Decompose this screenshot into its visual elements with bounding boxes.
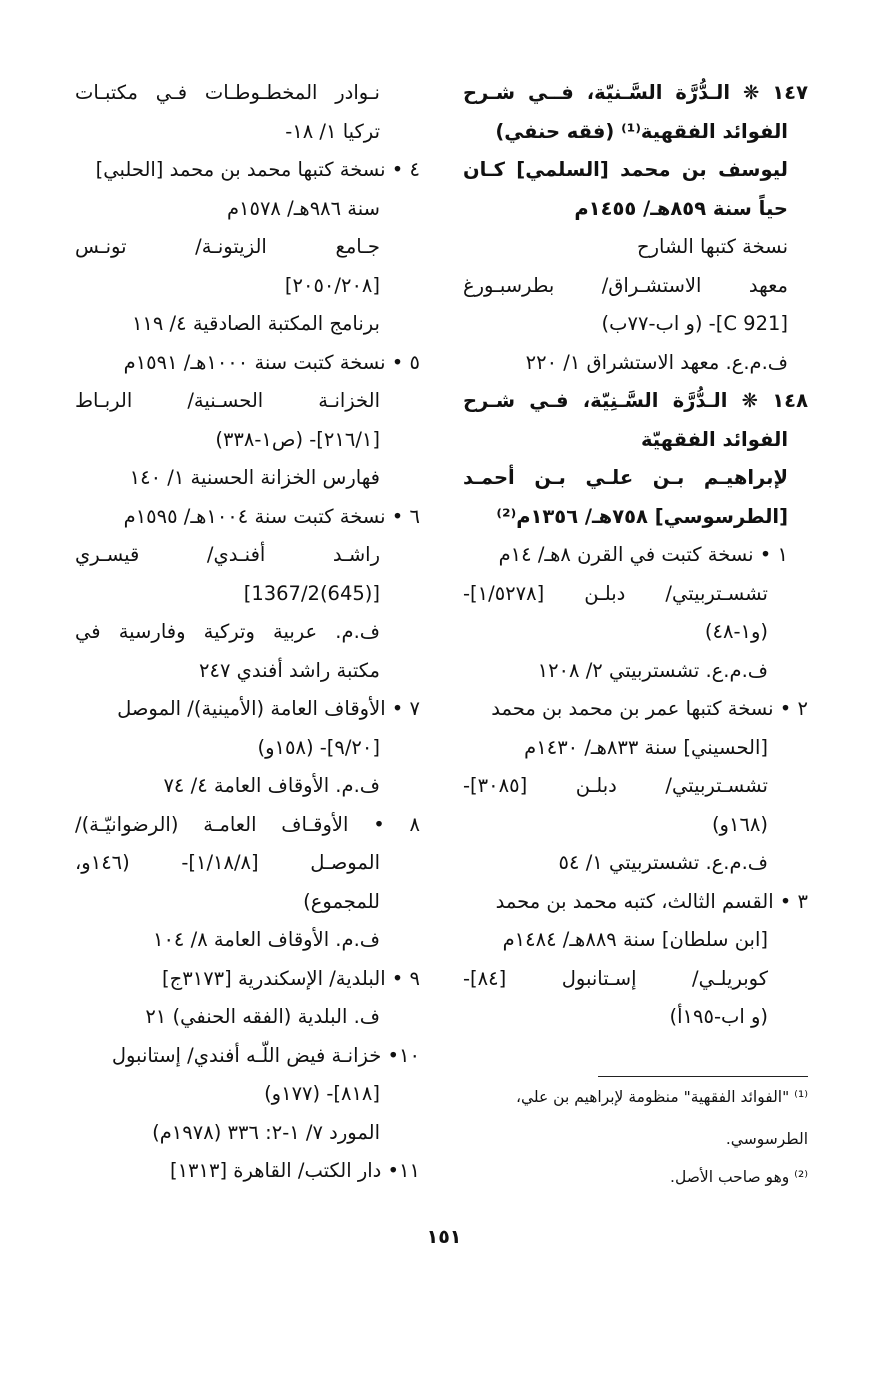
copy-5-shelfmark: [٢١٦/١]- (ص١-٣٣٨) xyxy=(215,427,380,451)
copy-2-folios: (١٦٨و) xyxy=(711,812,768,836)
right-column xyxy=(463,74,808,1037)
copy-8-catalog: ف.م. الأوقاف العامة ٨/ ١٠٤ xyxy=(152,928,380,951)
entry-148-title: ١٤٨ ❋ الـدُّرَّة السَّـنِيّة، فـي شـرح xyxy=(463,389,808,412)
entry-147-copy: نسخة كتبها الشارح xyxy=(637,235,788,258)
entry-147-shelfmark: [C 921]- (و اب-٧٧ب) xyxy=(601,312,788,335)
copy-4-shelfmark: [٢٠٥٠/٢٠٨] xyxy=(284,273,380,297)
entry-147-title: ١٤٧ ❋ الـدُّرَّة السَّـنيّة، فــي شـرح xyxy=(463,81,808,104)
copy-2: ٢ • نسخة كتبها عمر بن محمد بن محمد xyxy=(491,697,808,720)
footnote-separator xyxy=(598,1076,808,1077)
copy-8-note: للمجموع) xyxy=(303,889,380,913)
copy-2-catalog: ف.م.ع. تشستربيتي ١/ ٥٤ xyxy=(558,851,768,874)
copy-7: ٧ • الأوقاف العامة (الأمينية)/ الموصل xyxy=(117,697,420,720)
copy-8: ٨ • الأوقـاف العامـة (الرضوانيّـة)/ xyxy=(75,812,420,836)
copy-10: ١٠• خزانـة فيض اللّـه أفندي/ إستانبول xyxy=(111,1043,420,1067)
copy-1-folios: (و١-٤٨) xyxy=(704,620,768,643)
copy-4-catalog: برنامج المكتبة الصادقية ٤/ ١١٩ xyxy=(131,312,380,335)
entry-147-date: حياً سنة ٨٥٩هـ/ ١٤٥٥م xyxy=(574,196,788,220)
copy-2-date: [الحسيني] سنة ٨٣٣هـ/ ١٤٣٠م xyxy=(524,735,768,759)
entry-148-author: لإبراهيـم بـن علـي بـن أحمـد xyxy=(463,466,788,489)
entry-147-location: معهد الاستشـراق/ بطرسبـورغ xyxy=(463,273,788,297)
footnote-1-cont: الطرسوسي. xyxy=(725,1130,808,1148)
copy-9: ٩ • البلدية/ الإسكندرية [٣١٧٣ج] xyxy=(162,966,420,990)
page-number: ١٥١ xyxy=(426,1226,462,1248)
copy-8-location: الموصـل [١/١٨/٨]- (١٤٦و، xyxy=(75,851,380,874)
copy-5-catalog: فهارس الخزانة الحسنية ١/ ١٤٠ xyxy=(129,466,380,489)
copy-6-shelfmark: [(645)1367/2] xyxy=(243,581,380,605)
copy-1-location: تشسـتربيتي/ دبلـن [١/٥٢٧٨]- xyxy=(463,581,768,605)
entry-147-author: ليوسف بن محمد [السلمي] كـان xyxy=(463,158,788,181)
copy-6-location: راشـد أفنـدي/ قيسـري xyxy=(75,543,380,566)
copy-3-catalog: نـوادر المخطـوطـات فـي مكتبـات xyxy=(75,81,380,104)
left-column xyxy=(75,74,420,1191)
entry-147-catalog: ف.م.ع. معهد الاستشراق ١/ ٢٢٠ xyxy=(525,350,788,374)
entry-148-title-cont: الفوائد الفقهيّة xyxy=(640,427,788,451)
entry-147-title-cont: الفوائد الفقهية⁽¹⁾ (فقه حنفي) xyxy=(495,119,788,143)
copy-5: ٥ • نسخة كتبت سنة ١٠٠٠هـ/ ١٥٩١م xyxy=(123,350,420,374)
copy-3-catalog-cont: تركيا ١/ ١٨- xyxy=(285,119,380,143)
copy-4: ٤ • نسخة كتبها محمد بن محمد [الحلبي] xyxy=(95,158,420,181)
copy-11: ١١• دار الكتب/ القاهرة [١٣١٣] xyxy=(169,1159,420,1182)
copy-1-catalog: ف.م.ع. تشستربيتي ٢/ ١٢٠٨ xyxy=(537,658,768,682)
copy-7-shelfmark: [٩/٢٠]- (١٥٨و) xyxy=(257,735,380,759)
copy-3-location: كوبريلـي/ إسـتانبول [٨٤]- xyxy=(463,966,768,990)
copy-3: ٣ • القسم الثالث، كتبه محمد بن محمد xyxy=(495,889,808,913)
copy-1: ١ • نسخة كتبت في القرن ٨هـ/ ١٤م xyxy=(498,543,788,566)
footnote-1: ⁽¹⁾ "الفوائد الفقهية" منظومة لإبراهيم بن علي، xyxy=(515,1088,808,1106)
copy-3-folios: (و اب-١٩٥أ) xyxy=(669,1005,768,1028)
copy-2-location: تشسـتربيتي/ دبلـن [٣٠٨٥]- xyxy=(463,774,768,797)
copy-6: ٦ • نسخة كتبت سنة ١٠٠٤هـ/ ١٥٩٥م xyxy=(123,504,420,528)
copy-4-date: سنة ٩٨٦هـ/ ١٥٧٨م xyxy=(226,196,380,220)
copy-6-catalog: ف.م. عربية وتركية وفارسية في xyxy=(75,620,380,643)
entry-148-author-cont: [الطرسوسي] ٧٥٨هـ/ ١٣٥٦م⁽²⁾ xyxy=(496,504,788,528)
copy-4-location: جـامع الزيتونـة/ تونـس xyxy=(75,235,380,258)
copy-10-catalog: المورد ٧/ ١-٢: ٣٣٦ (١٩٧٨م) xyxy=(152,1120,380,1144)
copy-6-catalog-cont: مكتبة راشد أفندي ٢٤٧ xyxy=(199,658,380,682)
copy-10-shelfmark: [٨١٨]- (١٧٧و) xyxy=(264,1082,380,1105)
footnote-2: ⁽²⁾ وهو صاحب الأصل. xyxy=(670,1168,808,1186)
copy-3-date: [ابن سلطان] سنة ٨٨٩هـ/ ١٤٨٤م xyxy=(502,928,768,951)
copy-5-location: الخزانـة الحسـنية/ الربـاط xyxy=(75,389,380,412)
copy-9-catalog: ف. البلدية (الفقه الحنفي) ٢١ xyxy=(145,1005,380,1028)
copy-7-catalog: ف.م. الأوقاف العامة ٤/ ٧٤ xyxy=(163,774,380,797)
